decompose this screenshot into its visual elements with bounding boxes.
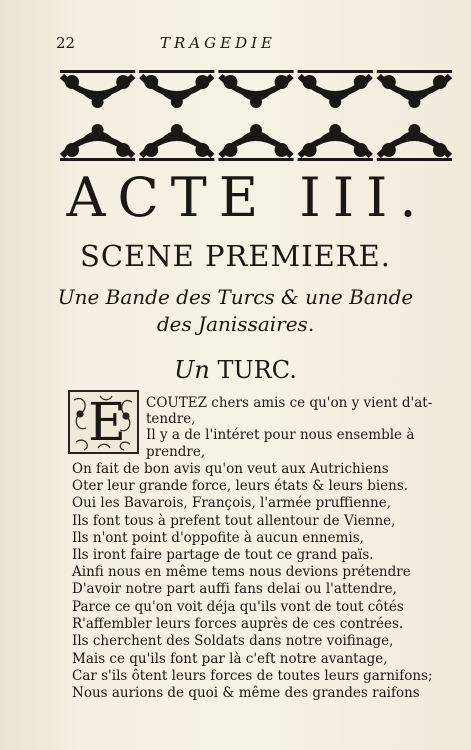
characters-heading: [0, 284, 471, 338]
verse-line: Car s'ils ôtent leurs forces de toutes leurs garnifons;: [72, 668, 433, 684]
characters-line-1: Une Bande des Turcs & une Bande: [57, 285, 414, 309]
verse-line: D'avoir notre part auffi fans delai ou l'attendre,: [72, 581, 397, 597]
speaker-article: Un: [174, 356, 210, 384]
verse-line: tendre,: [146, 411, 196, 427]
characters-line-2: des Janissaires.: [156, 312, 315, 336]
act-title: ACTE III.: [66, 166, 429, 229]
speaker-name: [0, 354, 471, 386]
verse-line: Ils font tous à prefent tout allentour de Vienne,: [72, 513, 396, 529]
verse-line: prendre,: [146, 444, 206, 460]
verse-line: Ainfi nous en même tems nous devions prétendre: [72, 564, 411, 580]
verse-line: On fait de bon avis qu'on veut aux Autrichiens: [72, 461, 389, 477]
verse-line: Nous aurions de quoi & même des grandes raifons: [72, 685, 420, 701]
speaker-role: TURC.: [217, 356, 297, 384]
verse-line: Parce ce qu'on voit déja qu'ils vont de tout côtés: [72, 599, 404, 615]
dropcap-letter: E: [88, 393, 126, 453]
verse-line: Ils n'ont point d'oppofite à aucun ennemis,: [72, 530, 364, 546]
verse-line: Il y a de l'intéret pour nous ensemble à: [146, 427, 415, 443]
running-head: TRAGEDIE: [160, 34, 276, 52]
scene-title: SCENE PREMIERE.: [79, 239, 392, 273]
verse-line: R'affembler leurs forces auprès de ces contrées.: [72, 616, 404, 632]
verse-line: Oui les Bavarois, François, l'armée pruffienne,: [72, 495, 391, 511]
page-header: [0, 34, 471, 54]
verse-line: Ils cherchent des Soldats dans notre voifinage,: [72, 633, 394, 649]
page-number: 22: [56, 34, 76, 52]
decorated-initial-icon: [68, 390, 139, 454]
verse-line: Ils iront faire partage de tout ce grand païs.: [72, 547, 374, 563]
ornamental-band-icon: [58, 70, 454, 162]
verse-line: Mais ce qu'ils font par là c'eft notre avantage,: [72, 651, 388, 667]
verse-line: COUTEZ chers amis ce qu'on y vient d'at-: [146, 395, 433, 411]
verse-line: Oter leur grande force, leurs états & leurs biens.: [72, 478, 409, 494]
